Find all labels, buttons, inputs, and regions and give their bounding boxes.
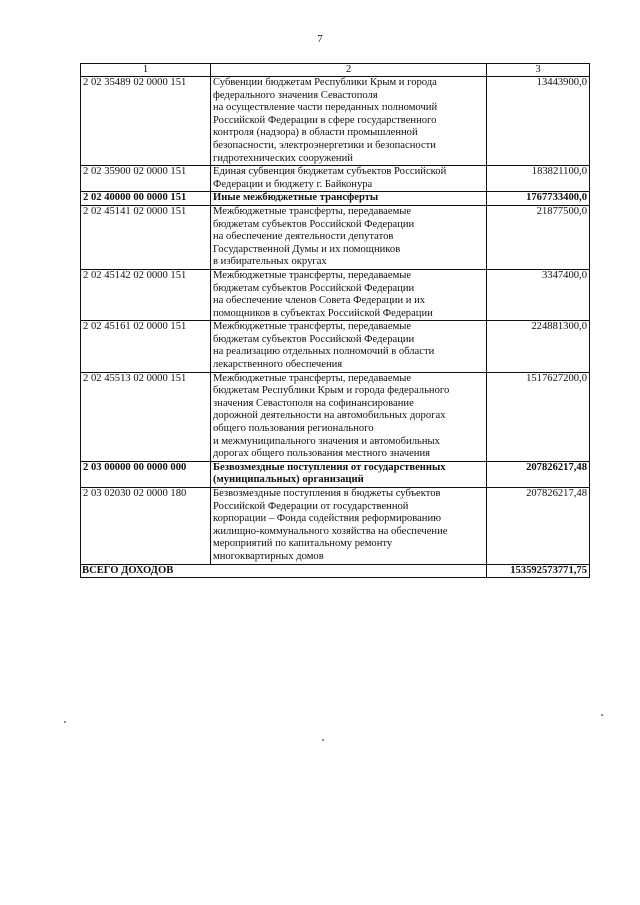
- column-header-1: 1: [81, 64, 211, 77]
- budget-code-cell: 2 03 00000 00 0000 000: [81, 461, 211, 487]
- scan-speck: [64, 721, 66, 723]
- description-cell: Единая субвенция бюджетам субъектов Российской Федерации и бюджету г. Байконура: [211, 166, 487, 192]
- budget-code-cell: 2 02 35489 02 0000 151: [81, 77, 211, 166]
- table-row: [81, 192, 590, 206]
- table-row: [81, 372, 590, 461]
- budget-code-cell: 2 03 02030 02 0000 180: [81, 488, 211, 565]
- column-header-2: 2: [211, 64, 487, 77]
- amount-cell: 183821100,0: [487, 166, 590, 192]
- table-row: [81, 205, 590, 269]
- description-cell: Субвенции бюджетам Республики Крым и города федерального значения Севастополя на осуществление части переданных полномочий Российской Федерации в сфере государственного контроля (надзора) в области промышленной безопасности, электроэнергетики и безопасности гидротехнических сооружений: [211, 77, 487, 166]
- table-row: [81, 77, 590, 166]
- description-cell: Безвозмездные поступления в бюджеты субъектов Российской Федерации от государственной корпорации – Фонда содействия реформированию жилищно-коммунального хозяйства на обеспечение мероприятий по капитальному ремонту многоквартирных домов: [211, 488, 487, 565]
- description-cell: Межбюджетные трансферты, передаваемые бюджетам субъектов Российской Федерации на обеспечение членов Совета Федерации и их помощников в субъектах Российской Федерации: [211, 269, 487, 320]
- scan-speck: [322, 739, 324, 741]
- table-row: [81, 461, 590, 487]
- total-amount: 153592573771,75: [487, 564, 590, 578]
- total-label: ВСЕГО ДОХОДОВ: [81, 564, 487, 578]
- table-row: [81, 269, 590, 320]
- description-cell: Иные межбюджетные трансферты: [211, 192, 487, 206]
- column-header-3: 3: [487, 64, 590, 77]
- amount-cell: 207826217,48: [487, 488, 590, 565]
- budget-code-cell: 2 02 45142 02 0000 151: [81, 269, 211, 320]
- revenue-table: [80, 63, 590, 578]
- description-cell: Безвозмездные поступления от государственных (муниципальных) организаций: [211, 461, 487, 487]
- budget-code-cell: 2 02 45141 02 0000 151: [81, 205, 211, 269]
- amount-cell: 207826217,48: [487, 461, 590, 487]
- amount-cell: 21877500,0: [487, 205, 590, 269]
- scan-speck: [601, 714, 603, 716]
- budget-code-cell: 2 02 40000 00 0000 151: [81, 192, 211, 206]
- budget-code-cell: 2 02 35900 02 0000 151: [81, 166, 211, 192]
- table-row: [81, 488, 590, 565]
- amount-cell: 224881300,0: [487, 321, 590, 372]
- amount-cell: 3347400,0: [487, 269, 590, 320]
- page-number: 7: [317, 33, 323, 45]
- amount-cell: 13443900,0: [487, 77, 590, 166]
- description-cell: Межбюджетные трансферты, передаваемые бюджетам субъектов Российской Федерации на обеспечение деятельности депутатов Государственной Думы и их помощников в избирательных округах: [211, 205, 487, 269]
- budget-code-cell: 2 02 45161 02 0000 151: [81, 321, 211, 372]
- amount-cell: 1517627200,0: [487, 372, 590, 461]
- description-cell: Межбюджетные трансферты, передаваемые бюджетам Республики Крым и города федерального значения Севастополя на софинансирование дорожной деятельности на автомобильных дорогах общего пользования регионального и межмуниципального значения и автомобильных дорогах общего пользования местного значения: [211, 372, 487, 461]
- amount-cell: 1767733400,0: [487, 192, 590, 206]
- total-row: [81, 564, 590, 578]
- table-row: [81, 321, 590, 372]
- table-row: [81, 166, 590, 192]
- table-header-row: [81, 64, 590, 77]
- budget-code-cell: 2 02 45513 02 0000 151: [81, 372, 211, 461]
- description-cell: Межбюджетные трансферты, передаваемые бюджетам субъектов Российской Федерации на реализацию отдельных полномочий в области лекарственного обеспечения: [211, 321, 487, 372]
